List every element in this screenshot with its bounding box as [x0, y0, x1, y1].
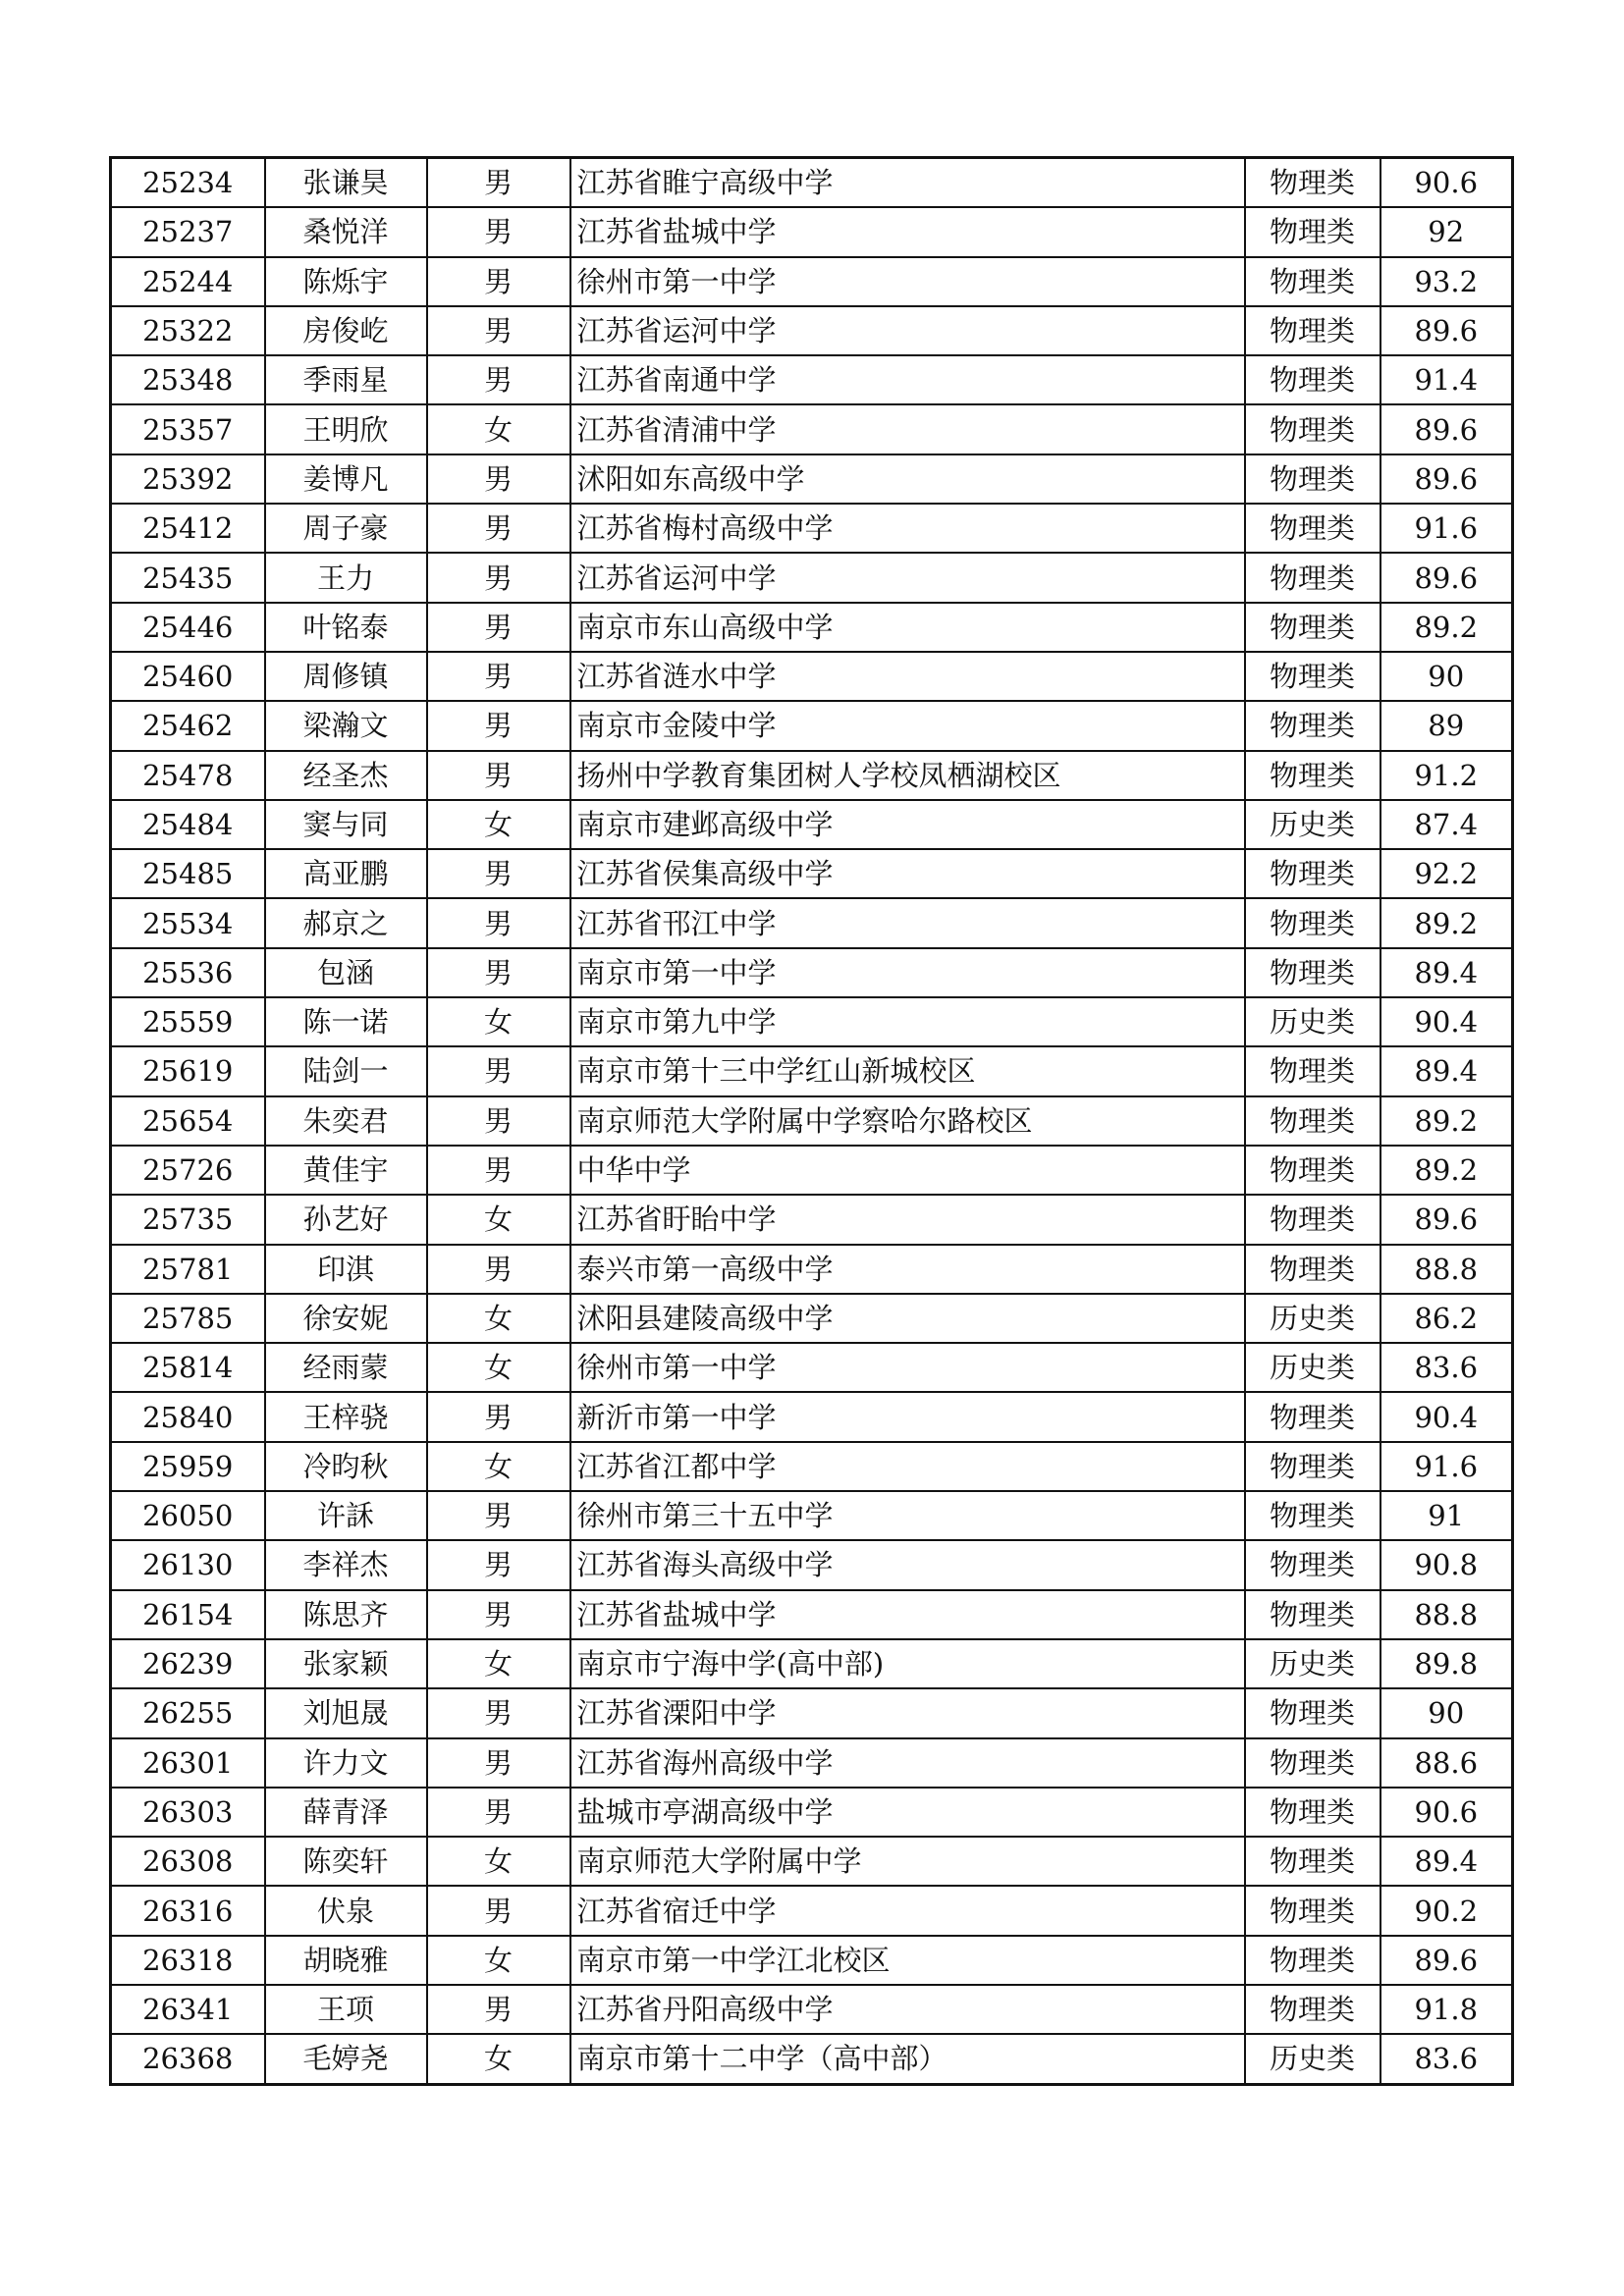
cell-category: 物理类 — [1245, 652, 1380, 701]
cell-name: 窦与同 — [265, 800, 427, 849]
cell-school: 南京市第九中学 — [570, 997, 1245, 1046]
cell-id: 26303 — [111, 1788, 265, 1837]
cell-gender: 男 — [427, 454, 570, 504]
cell-id: 26130 — [111, 1540, 265, 1589]
cell-gender: 男 — [427, 1491, 570, 1540]
cell-gender: 男 — [427, 1590, 570, 1639]
table-row — [111, 1343, 1513, 1392]
cell-id: 25536 — [111, 948, 265, 997]
cell-category: 物理类 — [1245, 306, 1380, 355]
cell-name: 周子豪 — [265, 504, 427, 553]
cell-gender: 男 — [427, 1886, 570, 1935]
cell-name: 经雨蒙 — [265, 1343, 427, 1392]
cell-id: 25435 — [111, 553, 265, 602]
cell-gender: 男 — [427, 751, 570, 800]
cell-score: 90.4 — [1380, 997, 1513, 1046]
table-row — [111, 207, 1513, 256]
cell-category: 物理类 — [1245, 1442, 1380, 1491]
cell-id: 25478 — [111, 751, 265, 800]
cell-id: 25485 — [111, 849, 265, 898]
cell-category: 物理类 — [1245, 257, 1380, 306]
cell-category: 历史类 — [1245, 1343, 1380, 1392]
cell-category: 历史类 — [1245, 1639, 1380, 1688]
cell-score: 89.2 — [1380, 1096, 1513, 1146]
cell-id: 26154 — [111, 1590, 265, 1639]
cell-school: 江苏省丹阳高级中学 — [570, 1985, 1245, 2034]
cell-name: 许訸 — [265, 1491, 427, 1540]
cell-school: 江苏省运河中学 — [570, 306, 1245, 355]
cell-category: 物理类 — [1245, 849, 1380, 898]
table-row — [111, 1491, 1513, 1540]
table-row — [111, 1146, 1513, 1195]
table-row — [111, 1886, 1513, 1935]
cell-gender: 女 — [427, 1442, 570, 1491]
cell-school: 南京市建邺高级中学 — [570, 800, 1245, 849]
cell-school: 中华中学 — [570, 1146, 1245, 1195]
cell-name: 陈一诺 — [265, 997, 427, 1046]
cell-id: 25840 — [111, 1392, 265, 1441]
cell-name: 王明欣 — [265, 404, 427, 454]
table-row — [111, 404, 1513, 454]
cell-id: 26239 — [111, 1639, 265, 1688]
cell-school: 南京市第一中学 — [570, 948, 1245, 997]
cell-category: 物理类 — [1245, 158, 1380, 208]
table-row — [111, 603, 1513, 652]
cell-category: 物理类 — [1245, 1046, 1380, 1095]
cell-name: 包涵 — [265, 948, 427, 997]
cell-category: 物理类 — [1245, 701, 1380, 750]
cell-category: 物理类 — [1245, 1738, 1380, 1788]
cell-category: 历史类 — [1245, 1294, 1380, 1343]
cell-name: 伏泉 — [265, 1886, 427, 1935]
cell-category: 物理类 — [1245, 207, 1380, 256]
cell-score: 83.6 — [1380, 2034, 1513, 2084]
cell-school: 沭阳如东高级中学 — [570, 454, 1245, 504]
cell-score: 86.2 — [1380, 1294, 1513, 1343]
cell-name: 朱奕君 — [265, 1096, 427, 1146]
cell-name: 孙艺好 — [265, 1195, 427, 1244]
cell-school: 江苏省运河中学 — [570, 553, 1245, 602]
cell-score: 90.6 — [1380, 158, 1513, 208]
cell-score: 89.8 — [1380, 1639, 1513, 1688]
cell-gender: 男 — [427, 1146, 570, 1195]
table-row — [111, 652, 1513, 701]
cell-name: 郝京之 — [265, 898, 427, 947]
table-row — [111, 701, 1513, 750]
table-row — [111, 158, 1513, 208]
cell-id: 25237 — [111, 207, 265, 256]
cell-name: 张谦昊 — [265, 158, 427, 208]
cell-score: 92 — [1380, 207, 1513, 256]
cell-gender: 女 — [427, 1936, 570, 1985]
cell-id: 25654 — [111, 1096, 265, 1146]
cell-score: 90.4 — [1380, 1392, 1513, 1441]
cell-id: 25534 — [111, 898, 265, 947]
cell-gender: 女 — [427, 1294, 570, 1343]
cell-school: 江苏省盐城中学 — [570, 1590, 1245, 1639]
cell-score: 90 — [1380, 1688, 1513, 1737]
cell-gender: 男 — [427, 1688, 570, 1737]
cell-id: 26341 — [111, 1985, 265, 2034]
table-row — [111, 553, 1513, 602]
cell-school: 江苏省海州高级中学 — [570, 1738, 1245, 1788]
table-row — [111, 504, 1513, 553]
cell-category: 物理类 — [1245, 1688, 1380, 1737]
table-row — [111, 1788, 1513, 1837]
cell-school: 泰兴市第一高级中学 — [570, 1245, 1245, 1294]
cell-id: 26318 — [111, 1936, 265, 1985]
cell-name: 梁瀚文 — [265, 701, 427, 750]
cell-category: 物理类 — [1245, 1146, 1380, 1195]
cell-score: 89.4 — [1380, 1046, 1513, 1095]
cell-category: 物理类 — [1245, 751, 1380, 800]
cell-category: 物理类 — [1245, 1245, 1380, 1294]
cell-school: 江苏省宿迁中学 — [570, 1886, 1245, 1935]
table-row — [111, 1195, 1513, 1244]
cell-gender: 男 — [427, 207, 570, 256]
table-row — [111, 1046, 1513, 1095]
cell-category: 物理类 — [1245, 1936, 1380, 1985]
cell-score: 90.6 — [1380, 1788, 1513, 1837]
cell-school: 南京市宁海中学(高中部) — [570, 1639, 1245, 1688]
cell-gender: 男 — [427, 553, 570, 602]
cell-gender: 女 — [427, 997, 570, 1046]
cell-name: 高亚鹏 — [265, 849, 427, 898]
cell-gender: 男 — [427, 1788, 570, 1837]
cell-id: 26301 — [111, 1738, 265, 1788]
cell-name: 周修镇 — [265, 652, 427, 701]
cell-name: 叶铭泰 — [265, 603, 427, 652]
cell-school: 南京市第十二中学（高中部） — [570, 2034, 1245, 2084]
cell-gender: 女 — [427, 1837, 570, 1886]
cell-name: 张家颖 — [265, 1639, 427, 1688]
cell-score: 91.2 — [1380, 751, 1513, 800]
cell-score: 89.4 — [1380, 948, 1513, 997]
cell-id: 26308 — [111, 1837, 265, 1886]
cell-name: 刘旭晟 — [265, 1688, 427, 1737]
cell-name: 冷昀秋 — [265, 1442, 427, 1491]
cell-name: 经圣杰 — [265, 751, 427, 800]
cell-school: 徐州市第一中学 — [570, 1343, 1245, 1392]
cell-id: 25460 — [111, 652, 265, 701]
cell-school: 盐城市亭湖高级中学 — [570, 1788, 1245, 1837]
cell-score: 92.2 — [1380, 849, 1513, 898]
cell-category: 历史类 — [1245, 2034, 1380, 2084]
cell-school: 徐州市第一中学 — [570, 257, 1245, 306]
cell-gender: 女 — [427, 1639, 570, 1688]
cell-gender: 男 — [427, 257, 570, 306]
cell-id: 25785 — [111, 1294, 265, 1343]
cell-category: 物理类 — [1245, 1590, 1380, 1639]
cell-name: 陈思齐 — [265, 1590, 427, 1639]
cell-category: 物理类 — [1245, 1788, 1380, 1837]
table-row — [111, 849, 1513, 898]
cell-id: 26316 — [111, 1886, 265, 1935]
cell-gender: 男 — [427, 306, 570, 355]
cell-category: 物理类 — [1245, 1491, 1380, 1540]
cell-school: 徐州市第三十五中学 — [570, 1491, 1245, 1540]
cell-score: 89.6 — [1380, 306, 1513, 355]
table-row — [111, 1985, 1513, 2034]
table-row — [111, 1096, 1513, 1146]
cell-id: 26368 — [111, 2034, 265, 2084]
cell-name: 房俊屹 — [265, 306, 427, 355]
cell-school: 南京市第十三中学红山新城校区 — [570, 1046, 1245, 1095]
cell-name: 胡晓雅 — [265, 1936, 427, 1985]
cell-id: 25726 — [111, 1146, 265, 1195]
cell-school: 南京市第一中学江北校区 — [570, 1936, 1245, 1985]
cell-category: 物理类 — [1245, 553, 1380, 602]
cell-score: 91.4 — [1380, 355, 1513, 404]
cell-school: 南京市金陵中学 — [570, 701, 1245, 750]
cell-score: 88.6 — [1380, 1738, 1513, 1788]
table-row — [111, 997, 1513, 1046]
cell-school: 江苏省南通中学 — [570, 355, 1245, 404]
cell-gender: 男 — [427, 504, 570, 553]
table-row — [111, 1936, 1513, 1985]
cell-score: 91.6 — [1380, 504, 1513, 553]
cell-category: 物理类 — [1245, 1096, 1380, 1146]
cell-category: 物理类 — [1245, 898, 1380, 947]
cell-school: 扬州中学教育集团树人学校凤栖湖校区 — [570, 751, 1245, 800]
cell-id: 25357 — [111, 404, 265, 454]
cell-school: 江苏省溧阳中学 — [570, 1688, 1245, 1737]
cell-score: 88.8 — [1380, 1590, 1513, 1639]
cell-category: 物理类 — [1245, 948, 1380, 997]
cell-score: 89.6 — [1380, 553, 1513, 602]
cell-id: 25959 — [111, 1442, 265, 1491]
cell-gender: 男 — [427, 849, 570, 898]
cell-score: 89 — [1380, 701, 1513, 750]
cell-school: 江苏省盱眙中学 — [570, 1195, 1245, 1244]
cell-gender: 男 — [427, 158, 570, 208]
table-body — [111, 158, 1513, 2085]
cell-id: 25484 — [111, 800, 265, 849]
cell-name: 桑悦洋 — [265, 207, 427, 256]
cell-gender: 男 — [427, 948, 570, 997]
cell-gender: 女 — [427, 1195, 570, 1244]
cell-score: 90 — [1380, 652, 1513, 701]
table-row — [111, 1392, 1513, 1441]
cell-school: 南京师范大学附属中学察哈尔路校区 — [570, 1096, 1245, 1146]
table-row — [111, 948, 1513, 997]
table-row — [111, 1639, 1513, 1688]
cell-score: 90.8 — [1380, 1540, 1513, 1589]
cell-score: 89.4 — [1380, 1837, 1513, 1886]
cell-category: 物理类 — [1245, 404, 1380, 454]
cell-school: 江苏省梅村高级中学 — [570, 504, 1245, 553]
candidate-table — [109, 156, 1514, 2086]
cell-gender: 男 — [427, 1738, 570, 1788]
table-row — [111, 1442, 1513, 1491]
cell-name: 黄佳宇 — [265, 1146, 427, 1195]
table-row — [111, 1294, 1513, 1343]
cell-gender: 男 — [427, 603, 570, 652]
cell-gender: 女 — [427, 2034, 570, 2084]
cell-name: 薛青泽 — [265, 1788, 427, 1837]
cell-category: 物理类 — [1245, 1886, 1380, 1935]
cell-school: 江苏省涟水中学 — [570, 652, 1245, 701]
cell-gender: 女 — [427, 1343, 570, 1392]
cell-school: 江苏省邗江中学 — [570, 898, 1245, 947]
cell-id: 26255 — [111, 1688, 265, 1737]
cell-gender: 男 — [427, 1392, 570, 1441]
cell-score: 89.2 — [1380, 1146, 1513, 1195]
cell-category: 物理类 — [1245, 504, 1380, 553]
cell-category: 历史类 — [1245, 800, 1380, 849]
cell-score: 89.2 — [1380, 603, 1513, 652]
cell-category: 物理类 — [1245, 1540, 1380, 1589]
cell-name: 姜博凡 — [265, 454, 427, 504]
cell-name: 王梓骁 — [265, 1392, 427, 1441]
cell-gender: 男 — [427, 652, 570, 701]
cell-id: 25244 — [111, 257, 265, 306]
cell-school: 江苏省睢宁高级中学 — [570, 158, 1245, 208]
cell-id: 25348 — [111, 355, 265, 404]
cell-score: 88.8 — [1380, 1245, 1513, 1294]
table-row — [111, 355, 1513, 404]
cell-name: 许力文 — [265, 1738, 427, 1788]
cell-score: 91 — [1380, 1491, 1513, 1540]
cell-gender: 男 — [427, 1046, 570, 1095]
cell-score: 89.6 — [1380, 454, 1513, 504]
cell-id: 25735 — [111, 1195, 265, 1244]
cell-gender: 男 — [427, 1540, 570, 1589]
cell-name: 印淇 — [265, 1245, 427, 1294]
table-row — [111, 1540, 1513, 1589]
cell-score: 89.6 — [1380, 1936, 1513, 1985]
cell-id: 25322 — [111, 306, 265, 355]
cell-name: 王力 — [265, 553, 427, 602]
cell-school: 江苏省清浦中学 — [570, 404, 1245, 454]
cell-name: 陆剑一 — [265, 1046, 427, 1095]
candidate-table-container — [109, 156, 1511, 2086]
table-row — [111, 454, 1513, 504]
cell-school: 江苏省侯集高级中学 — [570, 849, 1245, 898]
cell-category: 物理类 — [1245, 1985, 1380, 2034]
cell-score: 89.2 — [1380, 898, 1513, 947]
cell-id: 25412 — [111, 504, 265, 553]
table-row — [111, 1837, 1513, 1886]
cell-school: 南京市东山高级中学 — [570, 603, 1245, 652]
cell-name: 徐安妮 — [265, 1294, 427, 1343]
cell-score: 91.8 — [1380, 1985, 1513, 2034]
cell-gender: 男 — [427, 1985, 570, 2034]
cell-score: 89.6 — [1380, 404, 1513, 454]
cell-id: 25814 — [111, 1343, 265, 1392]
cell-name: 季雨星 — [265, 355, 427, 404]
cell-school: 江苏省盐城中学 — [570, 207, 1245, 256]
cell-category: 物理类 — [1245, 603, 1380, 652]
table-row — [111, 1245, 1513, 1294]
cell-id: 26050 — [111, 1491, 265, 1540]
table-row — [111, 1688, 1513, 1737]
table-row — [111, 751, 1513, 800]
cell-school: 沭阳县建陵高级中学 — [570, 1294, 1245, 1343]
table-row — [111, 1738, 1513, 1788]
cell-score: 89.6 — [1380, 1195, 1513, 1244]
cell-gender: 男 — [427, 1245, 570, 1294]
table-row — [111, 306, 1513, 355]
cell-score: 93.2 — [1380, 257, 1513, 306]
cell-score: 90.2 — [1380, 1886, 1513, 1935]
cell-category: 物理类 — [1245, 1837, 1380, 1886]
cell-category: 物理类 — [1245, 454, 1380, 504]
cell-name: 李祥杰 — [265, 1540, 427, 1589]
cell-name: 陈奕轩 — [265, 1837, 427, 1886]
cell-score: 91.6 — [1380, 1442, 1513, 1491]
cell-score: 83.6 — [1380, 1343, 1513, 1392]
cell-gender: 女 — [427, 404, 570, 454]
table-row — [111, 898, 1513, 947]
cell-category: 历史类 — [1245, 997, 1380, 1046]
cell-score: 87.4 — [1380, 800, 1513, 849]
table-row — [111, 2034, 1513, 2084]
cell-school: 新沂市第一中学 — [570, 1392, 1245, 1441]
cell-id: 25619 — [111, 1046, 265, 1095]
cell-id: 25559 — [111, 997, 265, 1046]
cell-id: 25446 — [111, 603, 265, 652]
cell-id: 25781 — [111, 1245, 265, 1294]
cell-gender: 男 — [427, 1096, 570, 1146]
cell-id: 25462 — [111, 701, 265, 750]
cell-school: 江苏省江都中学 — [570, 1442, 1245, 1491]
cell-category: 物理类 — [1245, 1195, 1380, 1244]
table-row — [111, 1590, 1513, 1639]
cell-category: 物理类 — [1245, 1392, 1380, 1441]
cell-school: 江苏省海头高级中学 — [570, 1540, 1245, 1589]
cell-gender: 男 — [427, 898, 570, 947]
cell-id: 25234 — [111, 158, 265, 208]
cell-name: 陈烁宇 — [265, 257, 427, 306]
cell-category: 物理类 — [1245, 355, 1380, 404]
cell-name: 王项 — [265, 1985, 427, 2034]
cell-gender: 男 — [427, 701, 570, 750]
cell-gender: 男 — [427, 355, 570, 404]
table-row — [111, 800, 1513, 849]
cell-name: 毛婷尧 — [265, 2034, 427, 2084]
table-row — [111, 257, 1513, 306]
cell-school: 南京师范大学附属中学 — [570, 1837, 1245, 1886]
cell-gender: 女 — [427, 800, 570, 849]
cell-id: 25392 — [111, 454, 265, 504]
